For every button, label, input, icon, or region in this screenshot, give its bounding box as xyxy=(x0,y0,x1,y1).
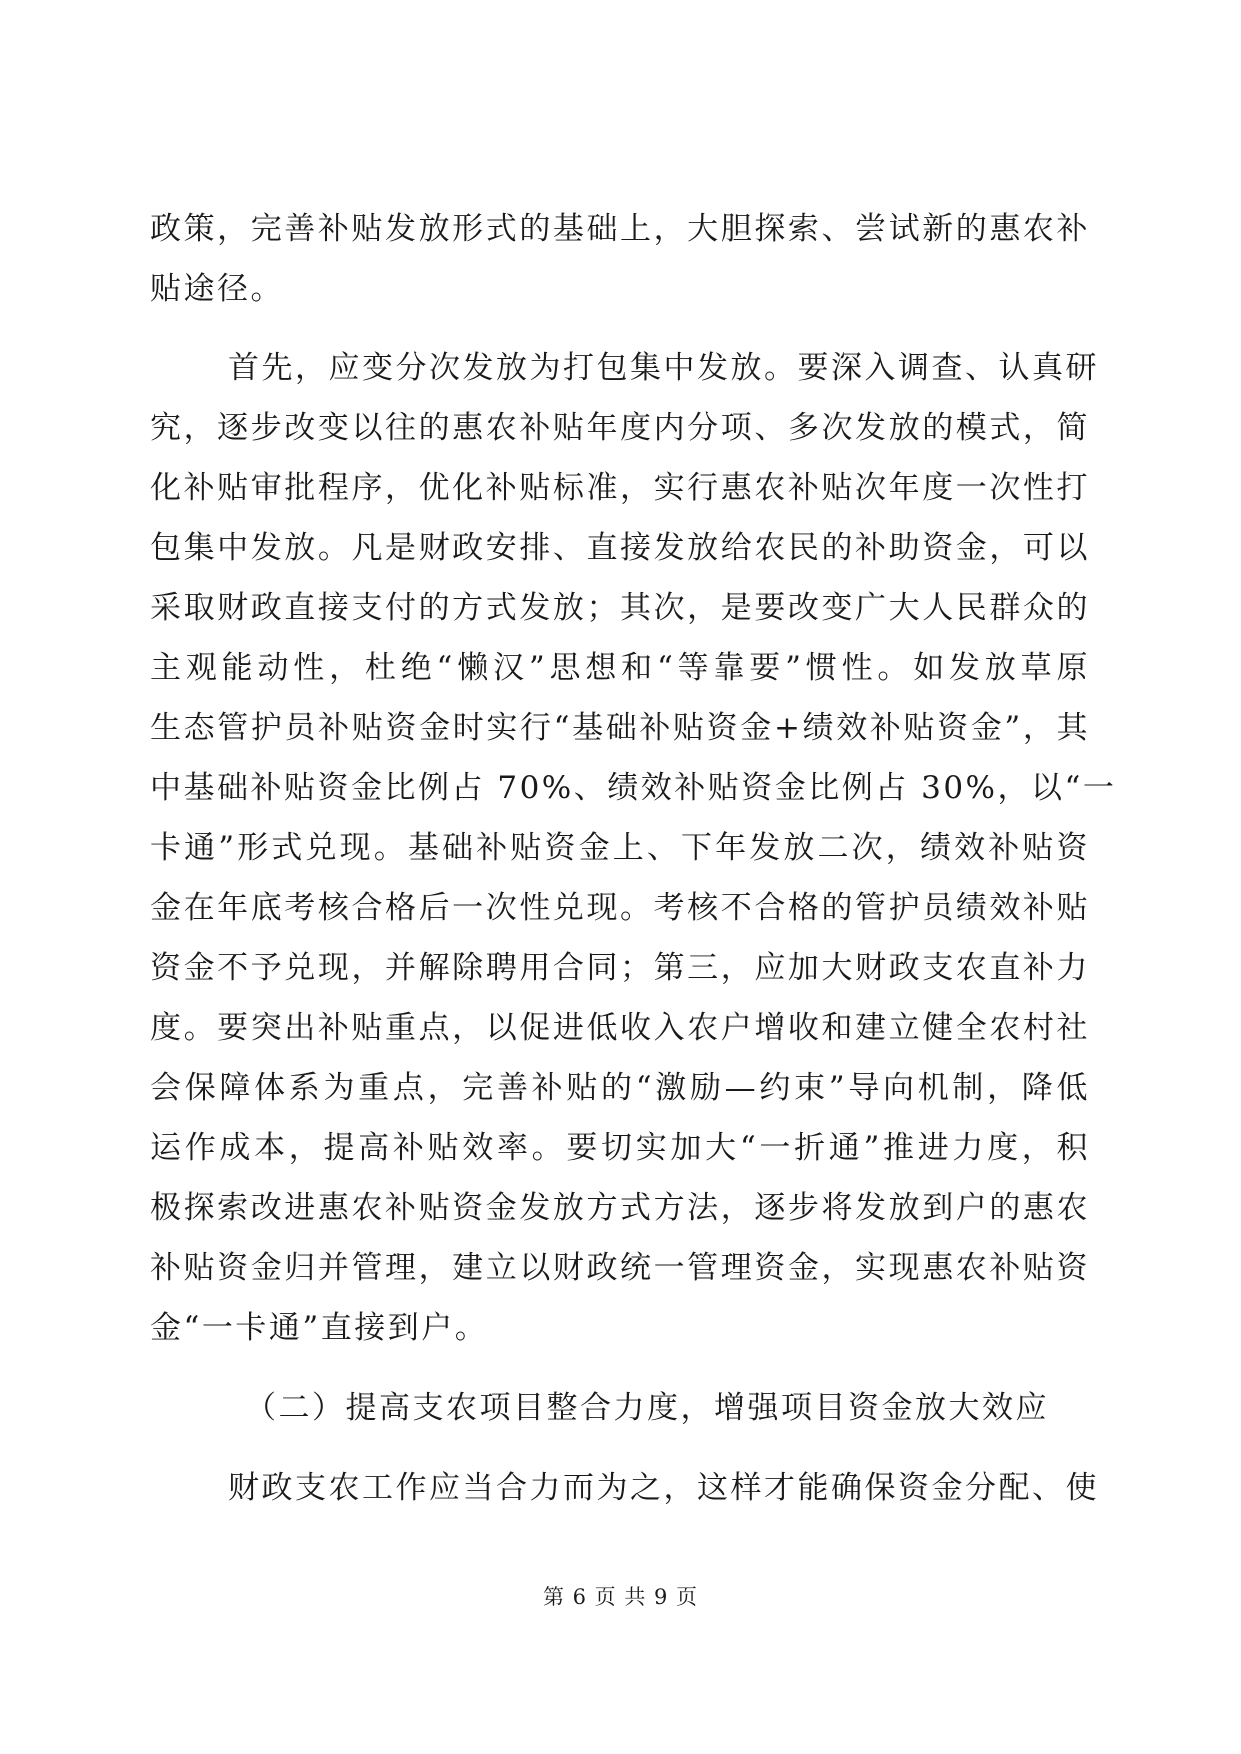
text-line-14: 度。要突出补贴重点，以促进低收入农户增收和建立健全农村社 xyxy=(150,1010,1090,1046)
text-line-19: 金“一卡通”直接到户。 xyxy=(150,1310,489,1346)
text-line-17: 极探索改进惠农补贴资金发放方式方法，逐步将发放到户的惠农 xyxy=(150,1190,1090,1226)
text-line-10: 中基础补贴资金比例占 70%、绩效补贴资金比例占 30%，以“一 xyxy=(150,770,1117,806)
text-line-1: 政策，完善补贴发放形式的基础上，大胆探索、尝试新的惠农补 xyxy=(150,211,1090,247)
text-line-4: 究，逐步改变以往的惠农补贴年度内分项、多次发放的模式，简 xyxy=(150,410,1090,446)
text-line-12: 金在年底考核合格后一次性兑现。考核不合格的管护员绩效补贴 xyxy=(150,890,1090,926)
section-heading: （二）提高支农项目整合力度，增强项目资金放大效应 xyxy=(245,1390,1049,1426)
text-line-11: 卡通”形式兑现。基础补贴资金上、下年发放二次，绩效补贴资 xyxy=(150,830,1090,866)
text-line-7: 采取财政直接支付的方式发放；其次，是要改变广大人民群众的 xyxy=(150,590,1090,626)
text-line-2: 贴途径。 xyxy=(150,271,284,307)
text-line-5: 化补贴审批程序，优化补贴标准，实行惠农补贴次年度一次性打 xyxy=(150,470,1090,506)
text-line-16: 运作成本，提高补贴效率。要切实加大“一折通”推进力度，积 xyxy=(150,1130,1090,1166)
text-line-3: 首先，应变分次发放为打包集中发放。要深入调查、认真研 xyxy=(228,350,1099,386)
text-line-6: 包集中发放。凡是财政安排、直接发放给农民的补助资金，可以 xyxy=(150,530,1090,566)
text-line-18: 补贴资金归并管理，建立以财政统一管理资金，实现惠农补贴资 xyxy=(150,1250,1090,1286)
text-line-15: 会保障体系为重点，完善补贴的“激励—约束”导向机制，降低 xyxy=(150,1070,1090,1106)
text-line-21: 财政支农工作应当合力而为之，这样才能确保资金分配、使 xyxy=(228,1470,1099,1506)
text-line-9: 生态管护员补贴资金时实行“基础补贴资金+绩效补贴资金”，其 xyxy=(150,710,1090,746)
text-line-8: 主观能动性，杜绝“懒汉”思想和“等靠要”惯性。如发放草原 xyxy=(150,650,1090,686)
text-line-13: 资金不予兑现，并解除聘用合同；第三，应加大财政支农直补力 xyxy=(150,950,1090,986)
page-footer: 第 6 页 共 9 页 xyxy=(542,1585,699,1609)
